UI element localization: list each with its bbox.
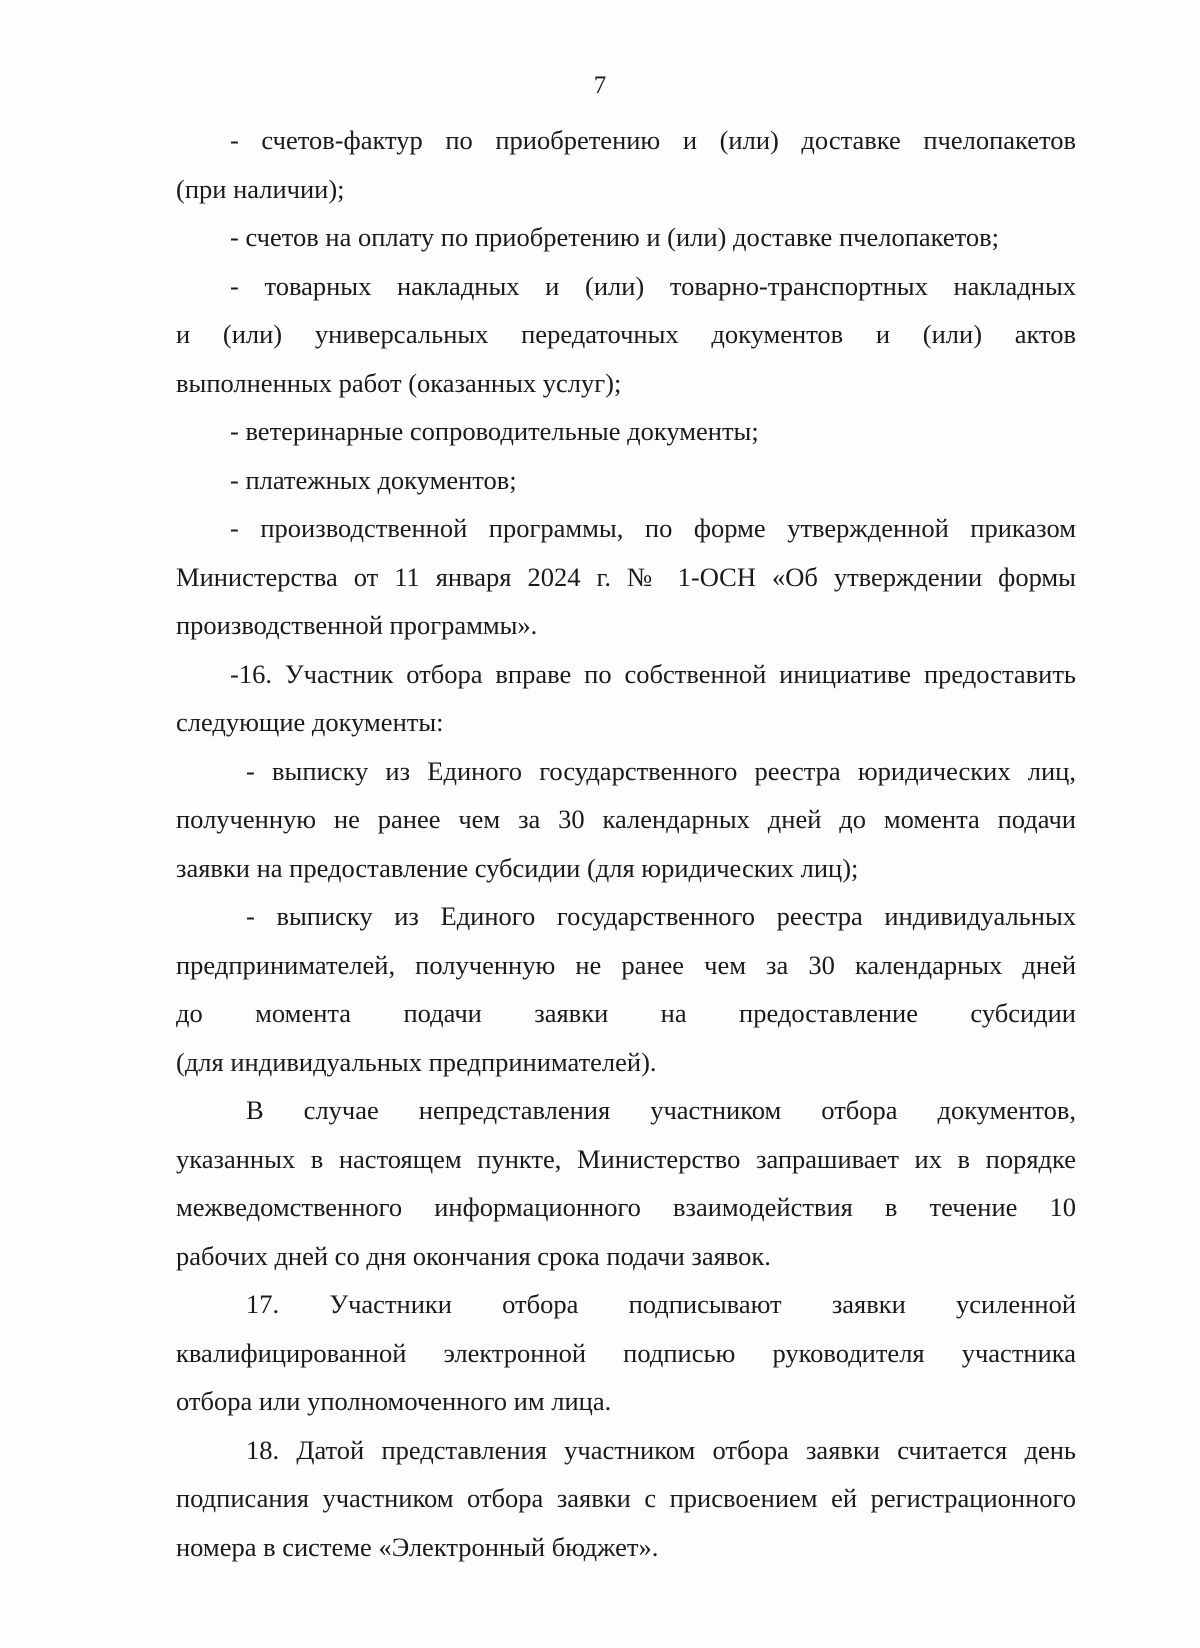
text-line: и (или) универсальных передаточных документов и (или) актов	[176, 319, 1076, 349]
text-line: подписания участником отбора заявки с присвоением ей регистрационного	[176, 1483, 1076, 1513]
text-line: - платежных документов;	[230, 464, 517, 495]
text-line: указанных в настоящем пункте, Министерство запрашивает их в порядке	[176, 1143, 1076, 1174]
text-line: квалифицированной электронной подписью руководителя участника	[176, 1337, 1076, 1368]
text-line: - выписку из Единого государственного реестра индивидуальных	[246, 901, 1076, 931]
text-line: рабочих дней со дня окончания срока подачи заявок.	[176, 1240, 771, 1271]
text-line: - счетов-фактур по приобретению и (или) доставке пчелопакетов	[230, 125, 1076, 155]
text-line: 18. Датой представления участником отбора заявки считается день	[246, 1434, 1076, 1465]
text-line: полученную не ранее чем за 30 календарных дней до момента подачи	[176, 804, 1076, 834]
text-line: отбора или уполномоченного им лица.	[176, 1386, 612, 1416]
text-line: производственной программы».	[176, 610, 538, 640]
text-line: - производственной программы, по форме утвержденной приказом	[230, 513, 1076, 543]
text-line: межведомственного информационного взаимодействия в течение 10	[176, 1192, 1076, 1222]
text-line: В случае непредставления участником отбора документов,	[246, 1095, 1076, 1125]
text-line: до момента подачи заявки на предоставление субсидии	[176, 998, 1076, 1028]
text-line: - ветеринарные сопроводительные документы;	[230, 416, 759, 446]
page-number: 7	[593, 72, 607, 99]
document-body	[176, 116, 1076, 1571]
text-line: - выписку из Единого государственного реестра юридических лиц,	[246, 755, 1076, 786]
text-line: номера в системе «Электронный бюджет».	[176, 1531, 659, 1562]
text-line: заявки на предоставление субсидии (для юридических лиц);	[176, 852, 859, 883]
text-line: -16. Участник отбора вправе по собственной инициативе предоставить	[230, 658, 1076, 689]
text-line: следующие документы:	[176, 707, 444, 737]
text-line: Министерства от 11 января 2024 г. № 1-ОСН «Об утверждении формы	[176, 561, 1076, 592]
text-line: предпринимателей, полученную не ранее чем за 30 календарных дней	[176, 949, 1076, 980]
text-line: выполненных работ (оказанных услуг);	[176, 367, 622, 398]
text-line: 17. Участники отбора подписывают заявки усиленной	[246, 1289, 1076, 1319]
text-line: (при наличии);	[176, 173, 345, 204]
text-line: - счетов на оплату по приобретению и (или) доставке пчелопакетов;	[230, 222, 999, 252]
text-line: (для индивидуальных предпринимателей).	[176, 1046, 657, 1077]
text-line: - товарных накладных и (или) товарно-транспортных накладных	[230, 270, 1076, 301]
